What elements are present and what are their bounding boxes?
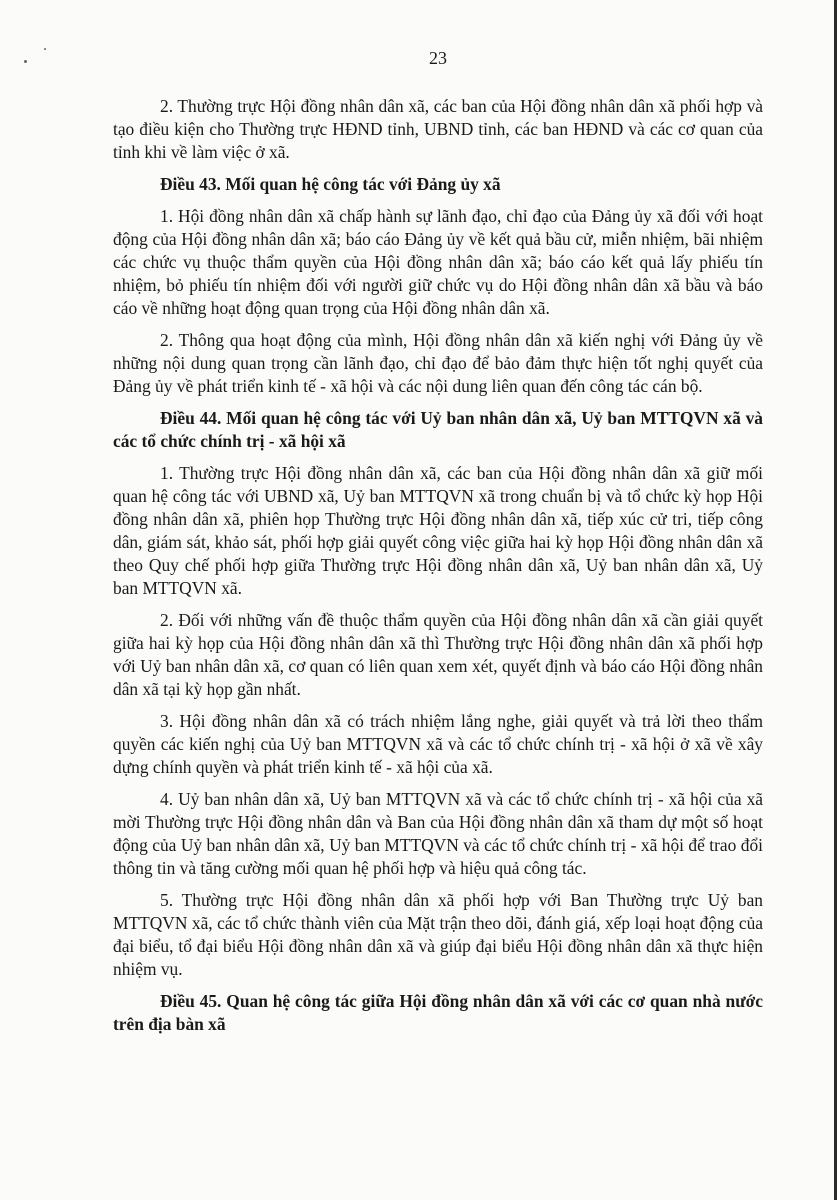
paragraph: 1. Thường trực Hội đồng nhân dân xã, các ban của Hội đồng nhân dân xã giữ mối quan hệ công tác với UBND xã, Uỷ ban MTTQVN xã trong chuẩn bị và tổ chức kỳ họp Hội đồng nhân dân xã, phiên họp Thường trực Hội đồng nhân dân xã, tiếp xúc cử tri, tiếp công dân, giám sát, khảo sát, phối hợp giải quyết công việc giữa hai kỳ họp Hội đồng nhân dân xã theo Quy chế phối hợp giữa Thường trực Hội đồng nhân dân xã, Uỷ ban nhân dân xã, Uỷ ban MTTQVN xã. — [113, 463, 763, 598]
page-number: 23 — [429, 48, 447, 68]
article-heading: Điều 45. Quan hệ công tác giữa Hội đồng nhân dân xã với các cơ quan nhà nước trên địa bàn xã — [113, 991, 763, 1034]
paragraph: 2. Thường trực Hội đồng nhân dân xã, các ban của Hội đồng nhân dân xã phối hợp và tạo điều kiện cho Thường trực HĐND tỉnh, UBND tỉnh, các ban HĐND và các cơ quan của tỉnh khi về làm việc ở xã. — [113, 96, 763, 162]
paragraph: 5. Thường trực Hội đồng nhân dân xã phối hợp với Ban Thường trực Uỷ ban MTTQVN xã, các tổ chức thành viên của Mặt trận theo dõi, đánh giá, xếp loại hoạt động của đại biểu, tổ đại biểu Hội đồng nhân dân xã và giúp đại biểu Hội đồng nhân dân xã thực hiện nhiệm vụ. — [113, 890, 763, 979]
article-heading: Điều 43. Mối quan hệ công tác với Đảng ủy xã — [160, 174, 501, 194]
paragraph: 2. Đối với những vấn đề thuộc thẩm quyền của Hội đồng nhân dân xã cần giải quyết giữa hai kỳ họp của Hội đồng nhân dân xã thì Thường trực Hội đồng nhân dân xã phối hợp với Uỷ ban nhân dân xã, cơ quan có liên quan xem xét, quyết định và báo cáo Hội đồng nhân dân xã tại kỳ họp gần nhất. — [113, 610, 763, 699]
paragraph: 2. Thông qua hoạt động của mình, Hội đồng nhân dân xã kiến nghị với Đảng ủy về những nội dung quan trọng cần lãnh đạo, chỉ đạo để bảo đảm thực hiện tốt nghị quyết của Đảng ủy về phát triển kinh tế - xã hội và các nội dung liên quan đến công tác cán bộ. — [113, 330, 763, 396]
scan-speck — [24, 60, 27, 63]
paragraph: 4. Uỷ ban nhân dân xã, Uỷ ban MTTQVN xã và các tổ chức chính trị - xã hội của xã mời Thường trực Hội đồng nhân dân và Ban của Hội đồng nhân dân xã tham dự một số hoạt động của Uỷ ban nhân dân xã, Uỷ ban MTTQVN và các tổ chức chính trị - xã hội để trao đổi thông tin và tăng cường mối quan hệ phối hợp và hiệu quả công tác. — [113, 789, 763, 878]
scan-speck — [44, 48, 46, 50]
paragraph: 3. Hội đồng nhân dân xã có trách nhiệm lắng nghe, giải quyết và trả lời theo thẩm quyền các kiến nghị của Uỷ ban MTTQVN xã và các tổ chức chính trị - xã hội ở xã về xây dựng chính quyền và phát triển kinh tế - xã hội của xã. — [113, 711, 763, 777]
paragraph: 1. Hội đồng nhân dân xã chấp hành sự lãnh đạo, chỉ đạo của Đảng ủy xã đối với hoạt động của Hội đồng nhân dân xã; báo cáo Đảng ủy về kết quả bầu cử, miễn nhiệm, bãi nhiệm các chức vụ thuộc thẩm quyền của Hội đồng nhân dân xã; báo cáo kết quả lấy phiếu tín nhiệm, bỏ phiếu tín nhiệm đối với người giữ chức vụ do Hội đồng nhân dân xã bầu và báo cáo về những hoạt động quan trọng của Hội đồng nhân dân xã. — [113, 206, 763, 318]
document-page — [113, 48, 763, 1045]
article-heading: Điều 44. Mối quan hệ công tác với Uỷ ban nhân dân xã, Uỷ ban MTTQVN xã và các tổ chức chính trị - xã hội xã — [113, 408, 763, 451]
